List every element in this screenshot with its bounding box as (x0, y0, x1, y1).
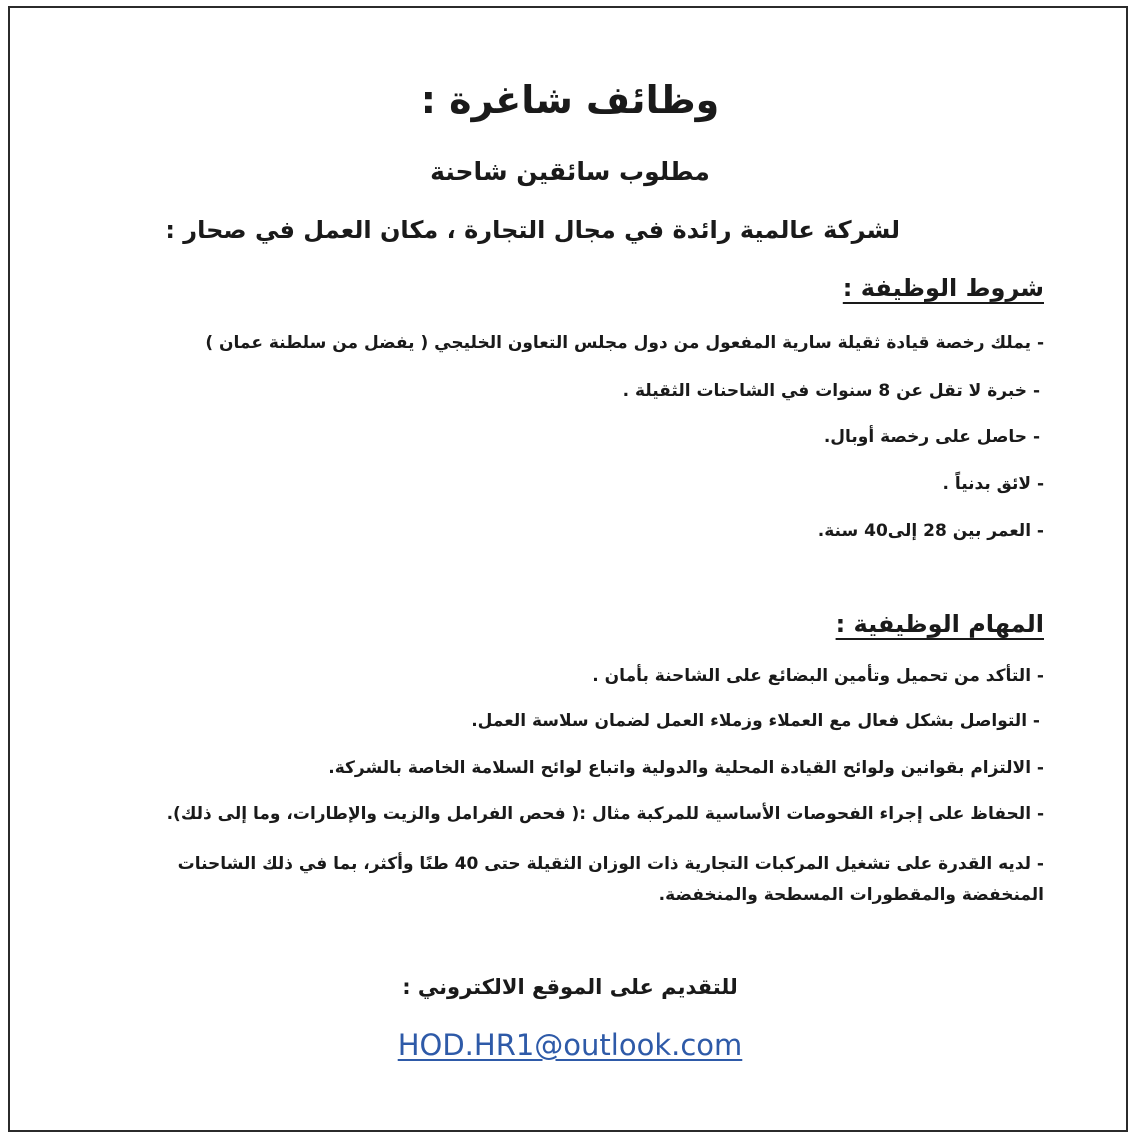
apply-label: للتقديم على الموقع الالكتروني : (402, 975, 738, 999)
requirement-item: - يملك رخصة قيادة ثقيلة سارية المفعول من دول مجلس التعاون الخليجي ( يفضل من سلطنة عمان ) (205, 333, 1044, 353)
company-line: لشركة عالمية رائدة في مجال التجارة ، مكان العمل في صحار : (165, 216, 900, 244)
requirement-item: - حاصل على رخصة أوبال. (823, 427, 1040, 447)
job-subtitle: مطلوب سائقين شاحنة (430, 157, 710, 186)
duty-item: - الالتزام بقوانين ولوائح القيادة المحلية والدولية واتباع لوائح السلامة الخاصة بالشركة. (328, 758, 1044, 778)
duties-heading: المهام الوظيفية : (835, 610, 1044, 638)
email-link[interactable]: HOD.HR1@outlook.com (397, 1028, 743, 1062)
duty-item: - لديه القدرة على تشغيل المركبات التجارية ذات الوزان الثقيلة حتى 40 طنًا وأكثر، بما في ذلك الشاحنات المنخفضة والمقطورات المسطحة والمنخفضة. (177, 854, 1044, 905)
duty-item: - التأكد من تحميل وتأمين البضائع على الشاحنة بأمان . (592, 666, 1044, 686)
duty-item: - الحفاظ على إجراء الفحوصات الأساسية للمركبة مثال :( فحص الفرامل والزيت والإطارات، وما إلى ذلك). (166, 804, 1044, 824)
requirements-heading: شروط الوظيفة : (842, 274, 1044, 302)
requirement-item: - العمر بين 28 إلى40 سنة. (817, 521, 1044, 541)
requirement-item: - لائق بدنياً . (942, 474, 1044, 494)
duty-item: - التواصل بشكل فعال مع العملاء وزملاء العمل لضمان سلاسة العمل. (471, 711, 1040, 731)
page-title: وظائف شاغرة : (420, 78, 720, 122)
requirement-item: - خبرة لا تقل عن 8 سنوات في الشاحنات الثقيلة . (622, 381, 1040, 401)
